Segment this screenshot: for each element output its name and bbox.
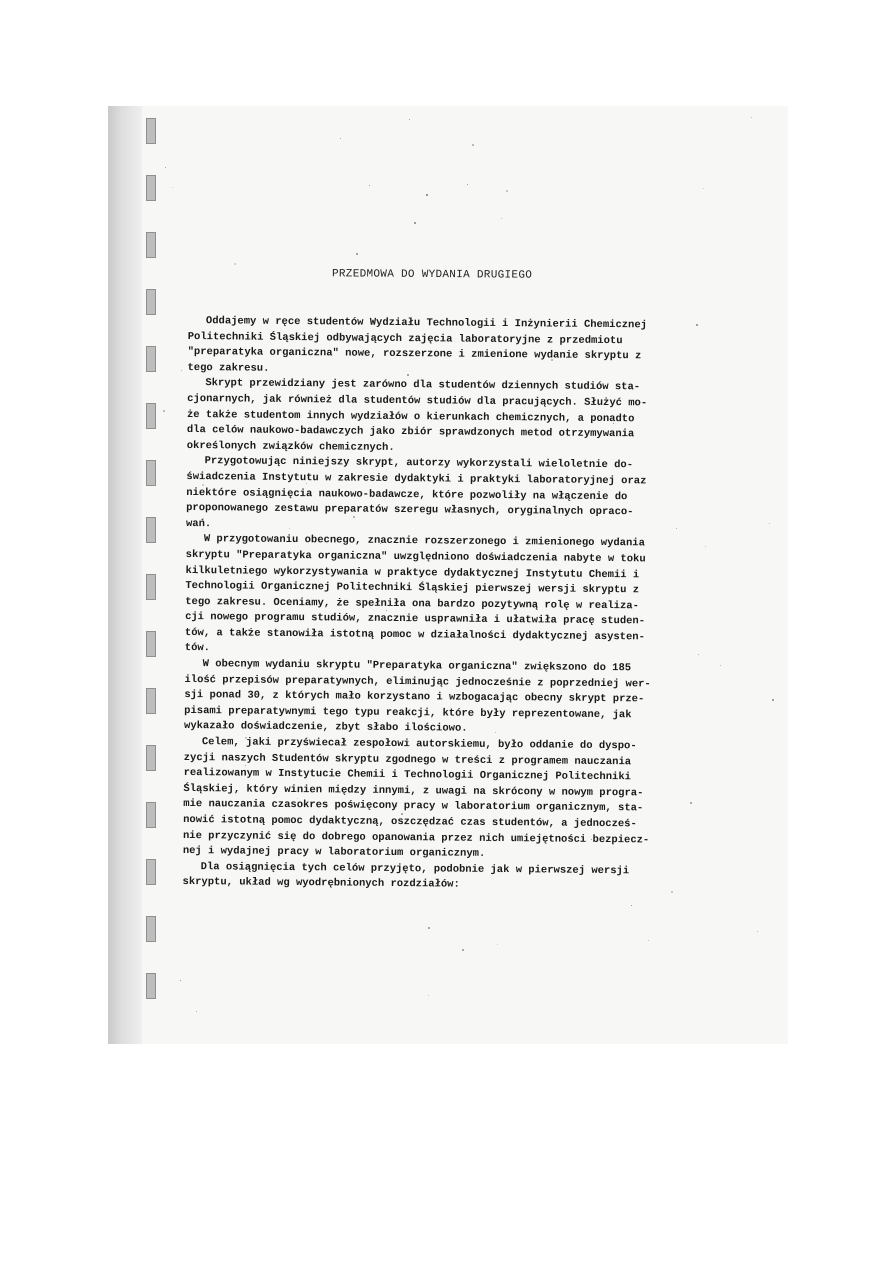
- text-line: wań.: [185, 517, 212, 530]
- text-line: tów.: [184, 642, 211, 655]
- text-line: Celem, jaki przyświecał zespołowi autorskiemu, było oddanie do dyspo-: [201, 736, 637, 753]
- text-line: Technologii Organicznej Politechniki Śląskiej pierwszej wersji skryptu z: [185, 580, 640, 597]
- speck: [180, 980, 181, 981]
- binding-hole: [146, 973, 156, 999]
- text-line: W obecnym wydaniu skryptu "Preparatyka organiczna" zwiększono do 185: [202, 658, 632, 675]
- binding-hole: [146, 745, 156, 771]
- speck: [751, 117, 752, 118]
- text-line: tego zakresu. Oceniamy, że spełniła ona bardzo pozytywną rolę w realiza-: [185, 595, 639, 613]
- text-line: skryptu "Preparatyka organiczna" uwzględniono doświadczenia nabyte w toku: [185, 548, 646, 566]
- speck: [696, 324, 698, 326]
- speck: [234, 263, 236, 265]
- text-line: Dla osiągnięcia tych celów przyjęto, podobnie jak w pierwszej wersji: [200, 860, 630, 878]
- binding-hole: [146, 403, 156, 429]
- speck: [356, 253, 358, 255]
- binding-hole: [146, 802, 156, 828]
- binding-hole: [146, 118, 156, 144]
- speck: [414, 222, 416, 224]
- binding-hole: [146, 688, 156, 714]
- binding-hole: [146, 574, 156, 600]
- text-line: dla celów naukowo-badawczych jako zbiór sprawdzonych metod otrzymywania: [186, 424, 635, 441]
- speck: [428, 927, 430, 929]
- scanned-page: [108, 106, 788, 1044]
- speck: [631, 905, 632, 906]
- binding-hole: [146, 232, 156, 258]
- text-line: skryptu, układ wg wyodrębnionych rozdziałów:: [182, 876, 460, 892]
- speck: [428, 995, 429, 996]
- text-line: cji nowego programu studiów, znacznie usprawniła i ułatwiła pracę studen-: [185, 611, 646, 628]
- speck: [705, 546, 706, 547]
- speck: [772, 699, 774, 701]
- text-line: realizowanym w Instytucie Chemii i Technologii Organicznej Politechniki: [183, 767, 632, 784]
- speck: [757, 931, 758, 932]
- speck: [462, 949, 464, 951]
- text-line: Oddajemy w ręce studentów Wydziału Technologii i Inżynierii Chemicznej: [205, 315, 648, 332]
- binding-hole: [146, 517, 156, 543]
- binding-hole: [146, 631, 156, 657]
- page-title: PRZEDMOWA DO WYDANIA DRUGIEGO: [331, 268, 533, 282]
- speck: [690, 802, 692, 804]
- speck: [506, 190, 508, 192]
- text-line: pisami preparatywnymi tego typu reakcji, które były reprezentowane, jak: [184, 704, 632, 722]
- speck: [501, 218, 502, 219]
- text-line: proponowanego zestawu preparatów szeregu własnych, oryginalnych opraco-: [186, 502, 634, 519]
- text-line: nie przyczynić się do dobrego opanowania przez nich umiejętności bezpiecz-: [182, 829, 650, 847]
- text-line: że także studentom innych wydziałów o kierunkach chemicznych, a ponadto: [186, 408, 635, 425]
- text-line: Śląskiej, który winien między innymi, z uwagi na skrócony w nowym progra-: [183, 782, 644, 800]
- speck: [340, 138, 341, 139]
- text-line: Przygotowując niniejszy skrypt, autorzy wykorzystali wieloletnie do-: [204, 455, 634, 472]
- text-line: Skrypt przewidziany jest zarówno dla studentów dziennych studiów sta-: [205, 377, 641, 394]
- body-text: [182, 314, 680, 896]
- text-line: świadczenia Instytutu w zakresie dydaktyki i praktyki laboratoryjnej oraz: [186, 470, 647, 488]
- speck: [172, 187, 173, 188]
- speck: [163, 410, 165, 412]
- text-line: nowić istotną pomoc dydaktyczną, oszczędzać czas studentów, a jednocześ-: [183, 813, 637, 831]
- speck: [165, 167, 166, 168]
- binding-hole: [146, 289, 156, 315]
- text-line: "preparatyka organiczna" nowe, rozszerzone i zmienione wydanie skryptu z: [187, 346, 642, 363]
- speck: [497, 944, 498, 945]
- speck: [648, 940, 649, 941]
- speck: [698, 654, 699, 655]
- text-line: sji ponad 30, z których mało korzystano i wzbogacając obecny skrypt prze-: [184, 689, 645, 706]
- text-line: kilkuletniego wykorzystywania w praktyce dydaktycznej Instytutu Chemii i: [185, 564, 640, 581]
- text-line: nej i wydajnej pracy w laboratorium organicznym.: [182, 845, 486, 861]
- text-line: wykazało doświadczenie, zbyt słabo ilościowo.: [183, 720, 468, 736]
- speck: [720, 665, 721, 666]
- spiral-binding-strip: [108, 106, 142, 1044]
- speck: [426, 194, 428, 196]
- text-line: W przygotowaniu obecnego, znacznie rozszerzonego i zmienionego wydania: [203, 533, 645, 550]
- text-line: zycji naszych Studentów skryptu zgodnego w treści z programem nauczania: [183, 751, 632, 768]
- speck: [472, 144, 474, 146]
- binding-hole: [146, 859, 156, 885]
- speck: [703, 188, 704, 189]
- binding-hole: [146, 175, 156, 201]
- speck: [409, 119, 410, 120]
- text-line: mie nauczania czasokres poświęcony pracy w laboratorium organicznym, sta-: [183, 798, 644, 815]
- text-line: cjonarnych, jak również dla studentów studiów dla pracujących. Służyć mo-: [187, 392, 648, 410]
- speck: [181, 370, 182, 371]
- text-line: ilość przepisów preparatywnych, eliminując jednocześnie z poprzedniej wer-: [184, 673, 651, 691]
- text-line: niektóre osiągnięcia naukowo-badawcze, które pozwoliły na włączenie do: [186, 486, 628, 503]
- binding-hole: [146, 346, 156, 372]
- text-line: tów, a także stanowiła istotną pomoc w działalności dydaktycznej asysten-: [184, 626, 645, 644]
- text-line: tego zakresu.: [187, 361, 270, 375]
- speck: [467, 184, 468, 185]
- binding-hole: [146, 460, 156, 486]
- binding-hole: [146, 916, 156, 942]
- text-line: Politechniki Śląskiej odbywających zajęcia laboratoryjne z przedmiotu: [187, 330, 623, 347]
- speck: [369, 185, 370, 186]
- speck: [196, 1011, 197, 1012]
- text-line: określonych związków chemicznych.: [186, 439, 395, 454]
- speck: [769, 523, 770, 524]
